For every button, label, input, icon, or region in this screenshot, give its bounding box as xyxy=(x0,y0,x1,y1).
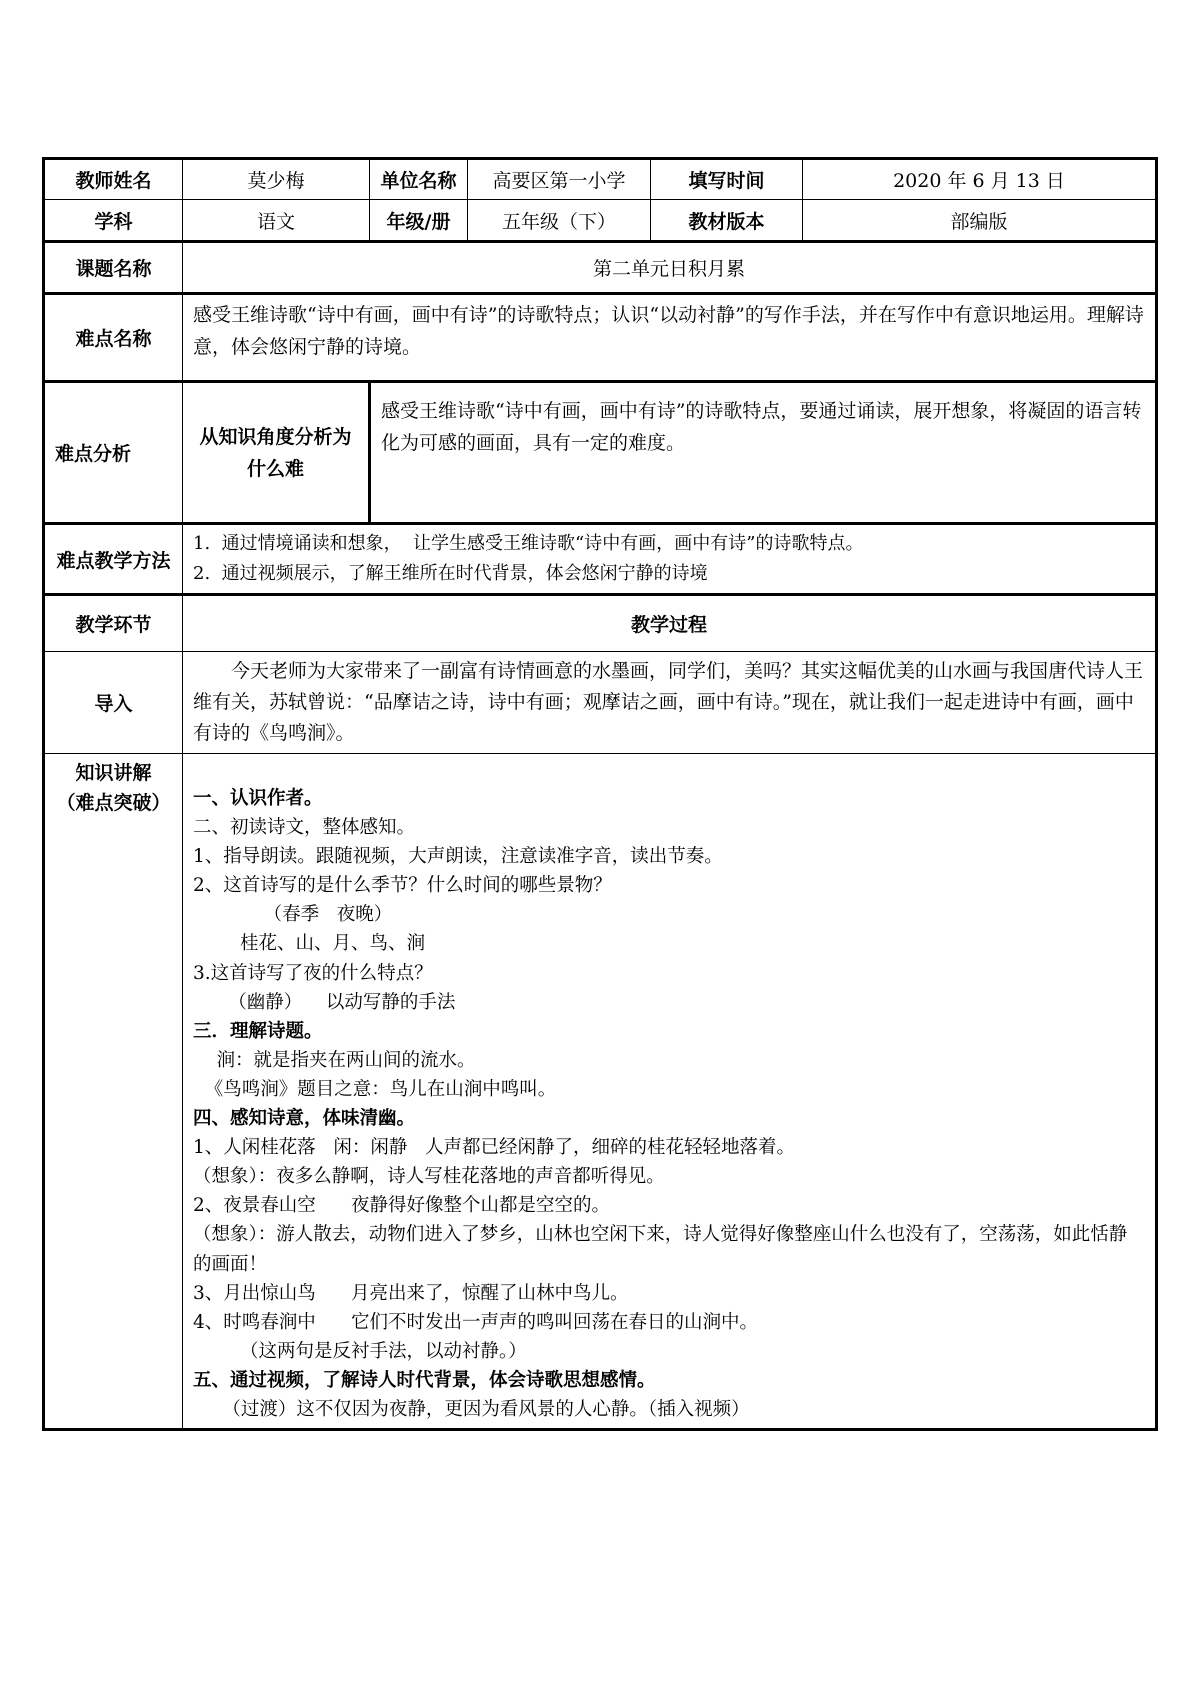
knowledge-content xyxy=(183,754,1157,1430)
process-label: 教学环节 xyxy=(44,595,183,652)
method-list xyxy=(183,524,1157,595)
topic-value: 第二单元日积月累 xyxy=(183,242,1157,294)
lesson-plan-table xyxy=(42,157,1158,1431)
method-row xyxy=(44,524,1157,595)
teacher-info-row xyxy=(44,159,1157,200)
fill-date-value: 2020 年 6 月 13 日 xyxy=(803,159,1157,200)
knowledge-label xyxy=(44,754,183,1430)
unit-name-value: 高要区第一小学 xyxy=(468,159,651,200)
subject-value: 语文 xyxy=(183,200,370,242)
knowledge-line: 2、夜景春山空 夜静得好像整个山都是空空的。 xyxy=(193,1195,611,1217)
subject-info-row xyxy=(44,200,1157,242)
grade-label: 年级/册 xyxy=(370,200,468,242)
fill-date-label: 填写时间 xyxy=(651,159,803,200)
method-item-1: 1. 通过情境诵读和想象， 让学生感受王维诗歌“诗中有画，画中有诗”的诗歌特点。 xyxy=(193,533,864,554)
method-item-2: 2. 通过视频展示，了解王维所在时代背景，体会悠闲宁静的诗境 xyxy=(193,563,708,584)
edition-value: 部编版 xyxy=(803,200,1157,242)
knowledge-line: 《鸟鸣涧》题目之意：鸟儿在山涧中鸣叫。 xyxy=(193,1078,557,1100)
difficulty-row xyxy=(44,294,1157,382)
knowledge-line: 五、通过视频，了解诗人时代背景，体会诗歌思想感情。 xyxy=(193,1369,656,1391)
knowledge-line: 4、时鸣春涧中 它们不时发出一声声的鸣叫回荡在春日的山涧中。 xyxy=(193,1311,759,1333)
intro-label: 导入 xyxy=(44,652,183,754)
analysis-label: 难点分析 xyxy=(44,382,183,524)
knowledge-line: 四、感知诗意，体味清幽。 xyxy=(193,1108,416,1130)
analysis-sub-label: 从知识角度分析为什么难 xyxy=(183,382,370,524)
knowledge-line: 一、认识作者。 xyxy=(193,788,323,809)
topic-label: 课题名称 xyxy=(44,242,183,294)
process-title: 教学过程 xyxy=(183,595,1157,652)
teacher-name-label: 教师姓名 xyxy=(44,159,183,200)
knowledge-lines xyxy=(193,784,1145,1424)
topic-row xyxy=(44,242,1157,294)
analysis-text: 感受王维诗歌“诗中有画，画中有诗”的诗歌特点，要通过诵读，展开想象，将凝固的语言转化为可感的画面，具有一定的难度。 xyxy=(370,382,1157,524)
teacher-name-value: 莫少梅 xyxy=(183,159,370,200)
analysis-row xyxy=(44,382,1157,524)
subject-label: 学科 xyxy=(44,200,183,242)
intro-row xyxy=(44,652,1157,754)
knowledge-line: 1、人闲桂花落 闲：闲静 人声都已经闲静了，细碎的桂花轻轻地落着。 xyxy=(193,1137,796,1159)
difficulty-label: 难点名称 xyxy=(44,294,183,382)
knowledge-line: 3、月出惊山鸟 月亮出来了，惊醒了山林中鸟儿。 xyxy=(193,1282,629,1304)
knowledge-line: 涧：就是指夹在两山间的流水。 xyxy=(193,1049,476,1071)
lesson-plan-sheet xyxy=(42,157,1155,1431)
grade-value: 五年级（下） xyxy=(468,200,651,242)
knowledge-line: （想象）：游人散去，动物们进入了梦乡，山林也空闲下来，诗人觉得好像整座山什么也没有了，空荡荡，如此恬静的画面！ xyxy=(193,1224,1128,1275)
knowledge-line: 三．理解诗题。 xyxy=(193,1020,323,1042)
unit-name-label: 单位名称 xyxy=(370,159,468,200)
knowledge-line: （想象）：夜多么静啊，诗人写桂花落地的声音都听得见。 xyxy=(193,1166,665,1188)
method-label: 难点教学方法 xyxy=(44,524,183,595)
process-header-row xyxy=(44,595,1157,652)
edition-label: 教材版本 xyxy=(651,200,803,242)
difficulty-text: 感受王维诗歌“诗中有画，画中有诗”的诗歌特点；认识“以动衬静”的写作手法，并在写作中有意识地运用。理解诗意，体会悠闲宁静的诗境。 xyxy=(183,294,1157,382)
knowledge-line: 2、这首诗写的是什么季节？什么时间的哪些景物？ xyxy=(193,875,612,897)
knowledge-line: （幽静） 以动写静的手法 xyxy=(193,991,456,1013)
intro-text: 今天老师为大家带来了一副富有诗情画意的水墨画，同学们，美吗？其实这幅优美的山水画与我国唐代诗人王维有关，苏轼曾说：“品摩诘之诗，诗中有画；观摩诘之画，画中有诗。”现在，就让我们一起走进诗中有画，画中有诗的《鸟鸣涧》。 xyxy=(183,652,1157,754)
knowledge-row xyxy=(44,754,1157,1430)
knowledge-label-line1: 知识讲解 xyxy=(75,762,152,784)
knowledge-label-line2: （难点突破） xyxy=(56,792,171,814)
knowledge-line: 桂花、山、月、鸟、涧 xyxy=(193,933,426,955)
knowledge-line: （过渡）这不仅因为夜静，更因为看风景的人心静。（插入视频） xyxy=(193,1398,750,1420)
knowledge-line: （春季 夜晚） xyxy=(193,904,393,926)
knowledge-line: （这两句是反衬手法，以动衬静。） xyxy=(193,1340,527,1362)
knowledge-line: 1、指导朗读。跟随视频，大声朗读，注意读准字音，读出节奏。 xyxy=(193,846,723,868)
knowledge-line: 二、初读诗文，整体感知。 xyxy=(193,817,416,839)
knowledge-line: 3.这首诗写了夜的什么特点？ xyxy=(193,962,433,984)
